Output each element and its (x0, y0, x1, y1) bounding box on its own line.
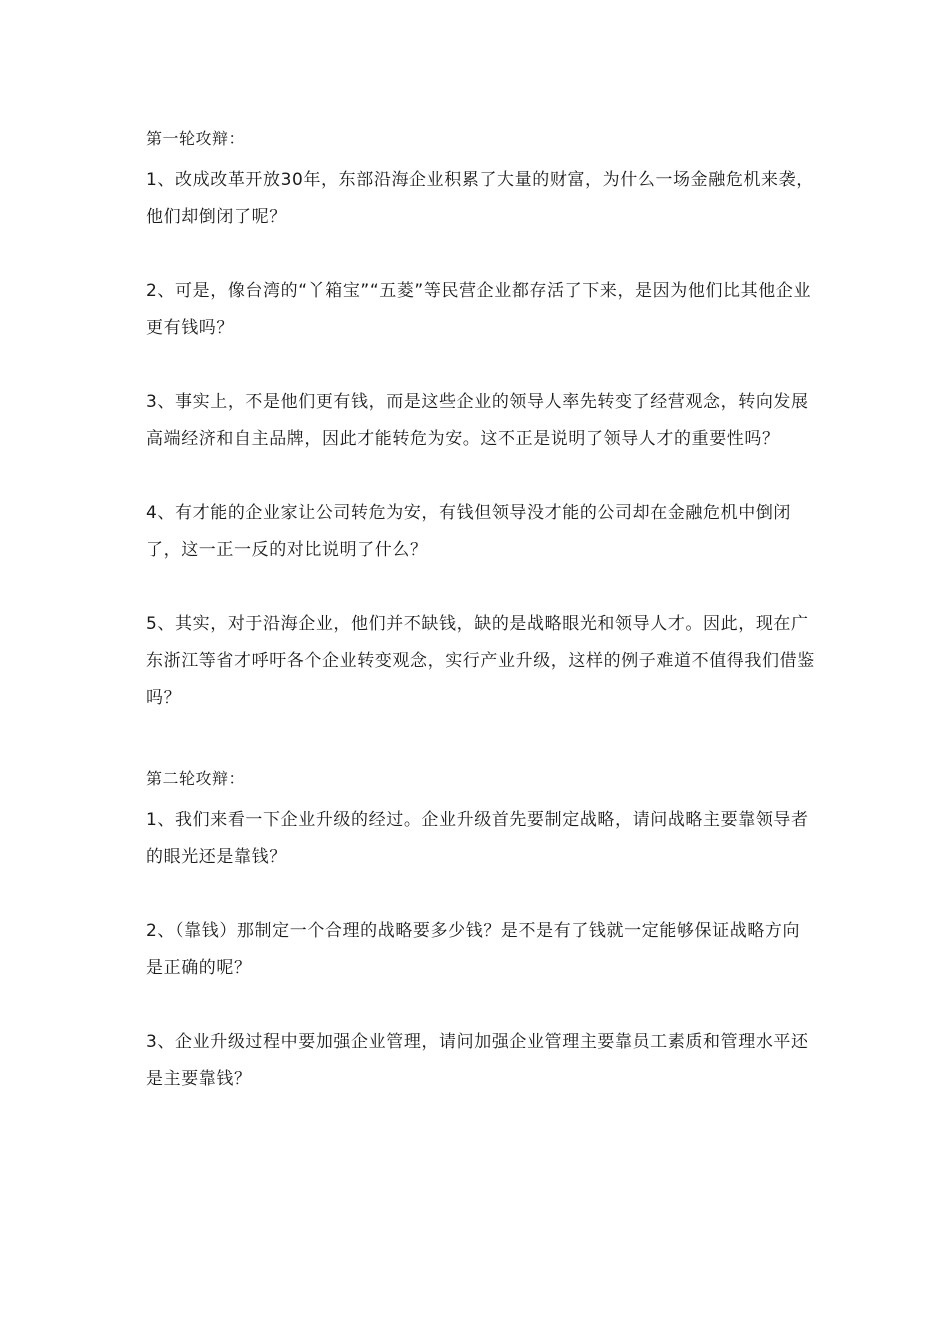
round-2-question-3: 3、企业升级过程中要加强企业管理，请问加强企业管理主要靠员工素质和管理水平还是主要靠钱？ (146, 1032, 809, 1089)
section-spacer (146, 717, 816, 762)
round-2-title: 第二轮攻辩： (146, 769, 246, 788)
round-1-section (146, 122, 816, 717)
round-2-question-1: 1、我们来看一下企业升级的经过。企业升级首先要制定战略，请问战略主要靠领导者的眼光还是靠钱？ (146, 810, 809, 867)
round-1-question-2: 2、可是，像台湾的“丫箱宝”“五菱”等民营企业都存活了下来，是因为他们比其他企业更有钱吗？ (146, 281, 812, 338)
document-body (146, 122, 816, 1098)
round-2-question-2: 2、（靠钱）那制定一个合理的战略要多少钱？是不是有了钱就一定能够保证战略方向是正确的呢？ (146, 921, 801, 978)
round-1-question-5: 5、其实，对于沿海企业，他们并不缺钱，缺的是战略眼光和领导人才。因此，现在广东浙江等省才呼吁各个企业转变观念，实行产业升级，这样的例子难道不值得我们借鉴吗？ (146, 614, 815, 708)
round-1-question-4: 4、有才能的企业家让公司转危为安，有钱但领导没才能的公司却在金融危机中倒闭了，这一正一反的对比说明了什么？ (146, 503, 792, 560)
round-2-section (146, 762, 816, 1098)
round-1-question-3: 3、事实上，不是他们更有钱，而是这些企业的领导人率先转变了经营观念，转向发展高端经济和自主品牌，因此才能转危为安。这不正是说明了领导人才的重要性吗？ (146, 392, 809, 449)
round-1-question-1: 1、改成改革开放30年，东部沿海企业积累了大量的财富，为什么一场金融危机来袭，他们却倒闭了呢？ (146, 170, 814, 227)
round-1-title: 第一轮攻辩： (146, 129, 246, 148)
